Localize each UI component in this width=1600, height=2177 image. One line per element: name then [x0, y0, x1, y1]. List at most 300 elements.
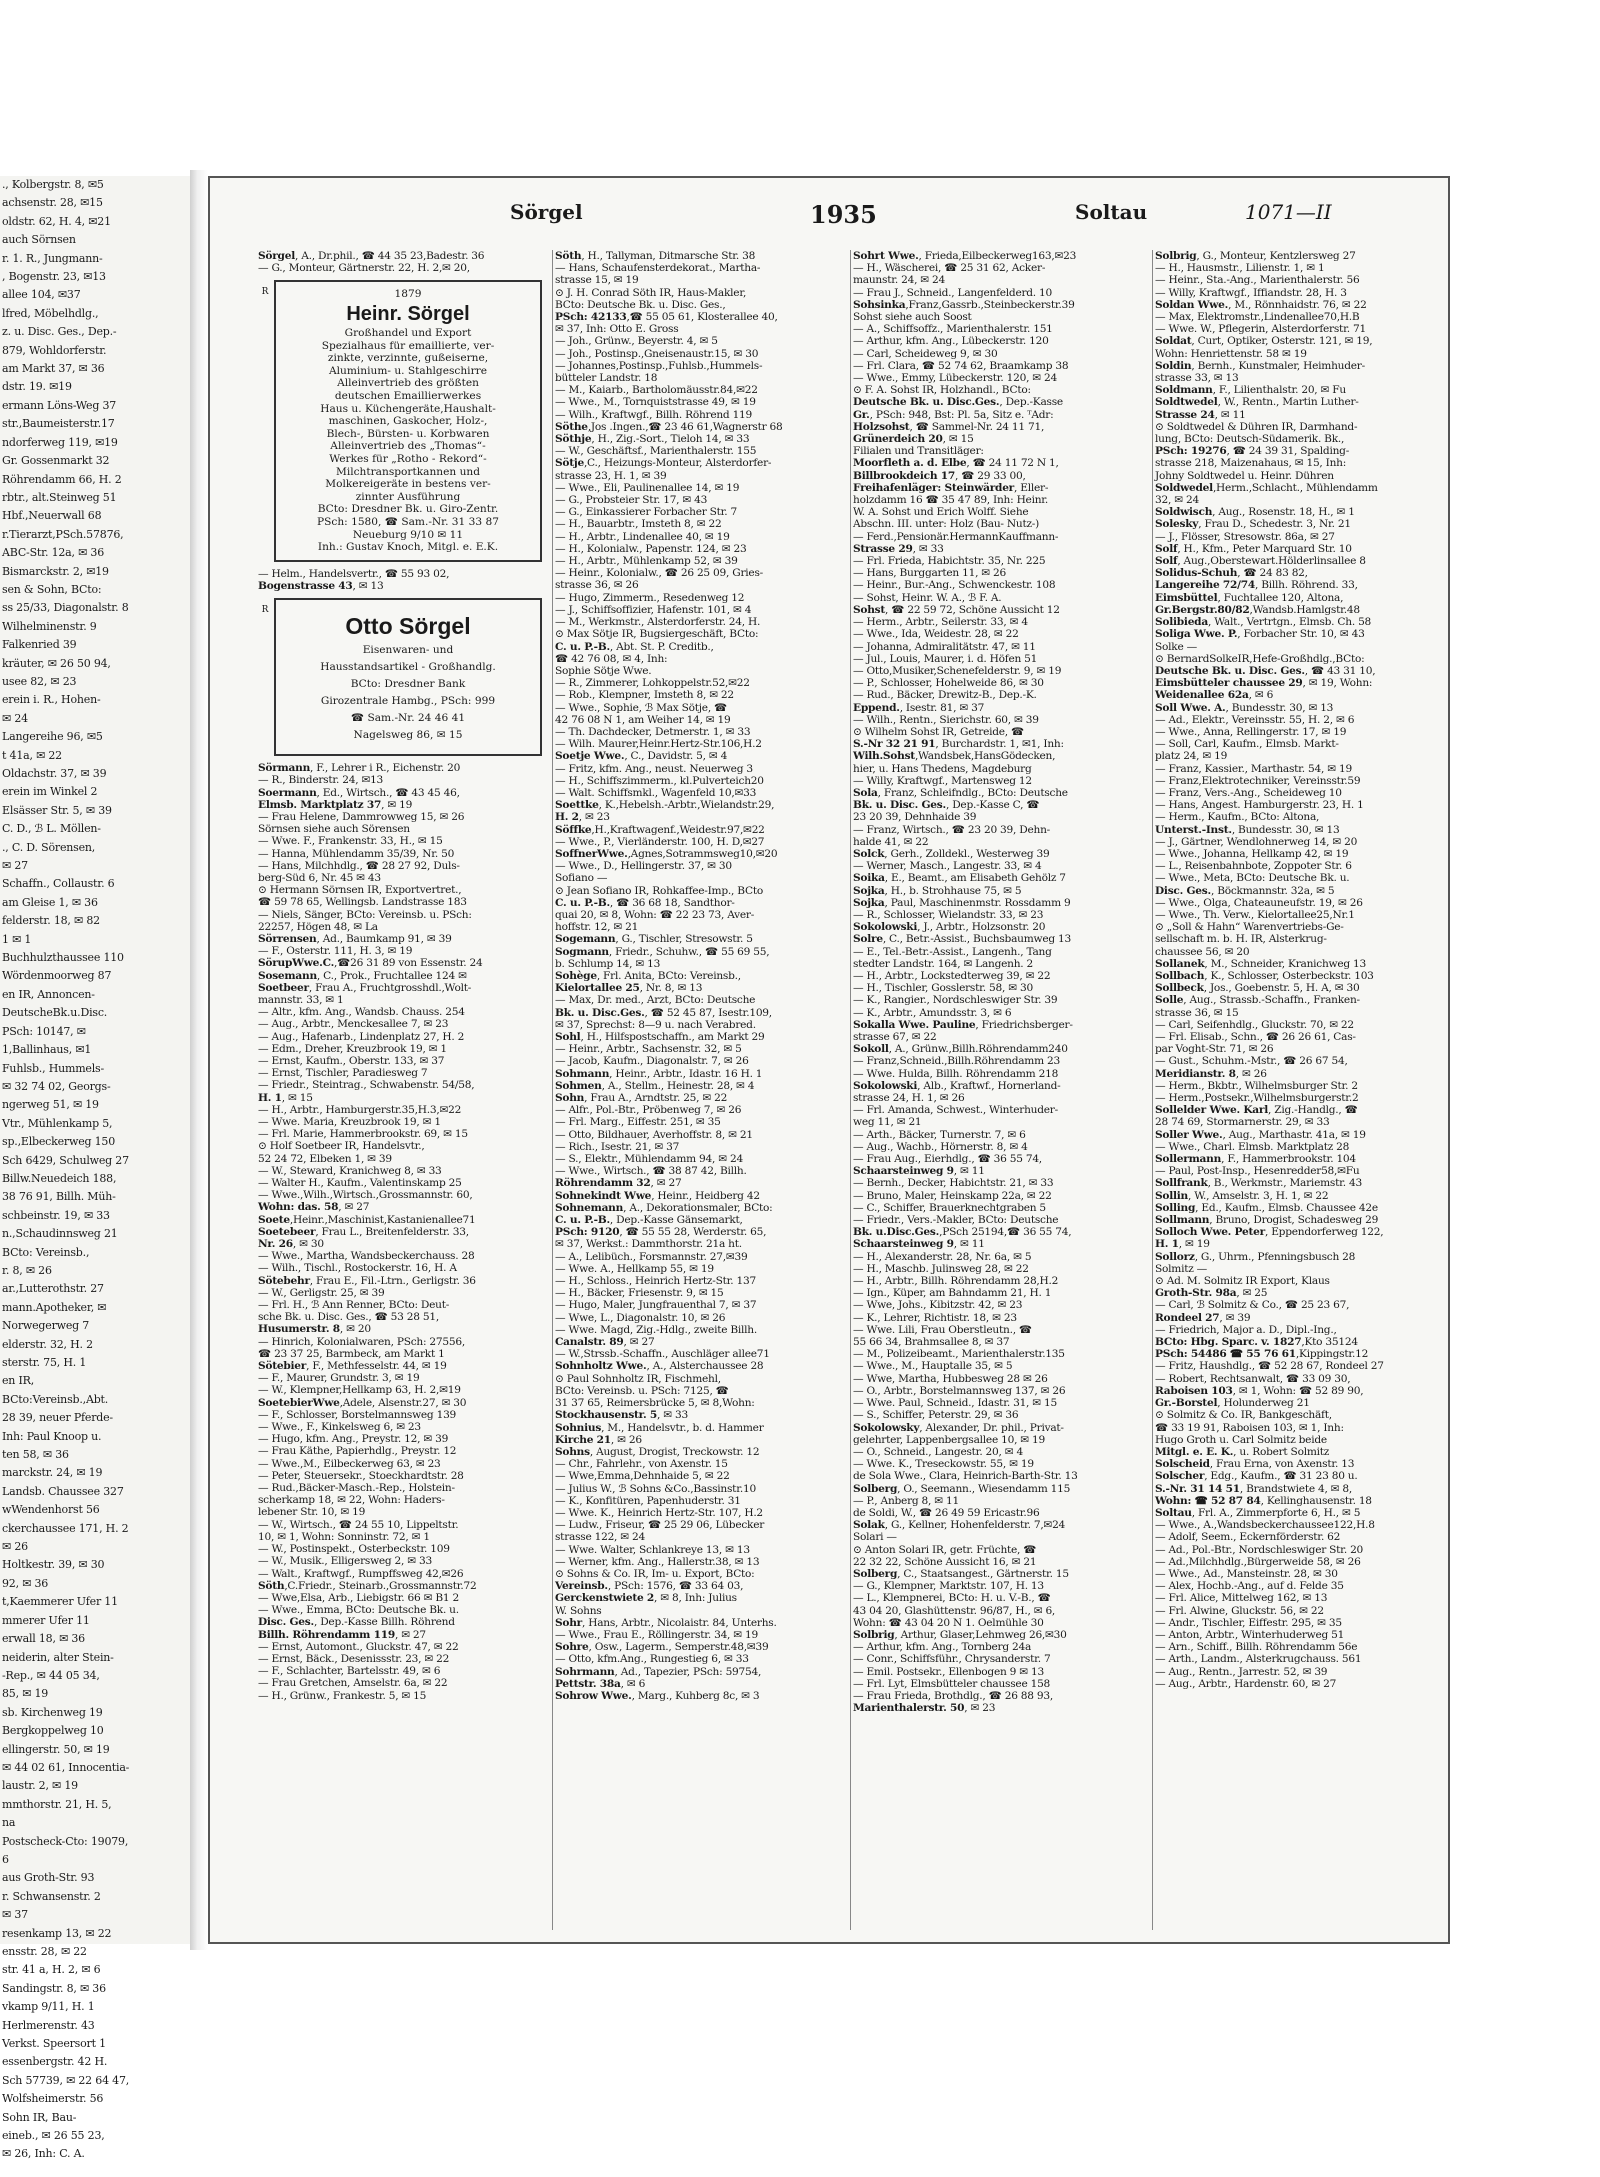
directory-entry: Sörrensen, Ad., Baumkamp 91, ✉ 39: [258, 932, 452, 945]
directory-entry: Sojka, Paul, Maschinenmstr. Rossdamm 9: [853, 896, 1071, 909]
directory-entry: b. Schlump 14, ✉ 13: [555, 957, 661, 970]
directory-entry: de Sola Wwe., Clara, Heinrich-Barth-Str. 13: [853, 1470, 1078, 1483]
directory-entry: Bk. u. Disc.Ges., ☎ 52 45 87, Isestr.109,: [555, 1006, 772, 1019]
directory-entry: Röhrendamm 32, ✉ 27: [555, 1177, 682, 1190]
directory-entry: — Wwe. F., Frankenstr. 33, H., ✉ 15: [258, 835, 443, 848]
directory-entry: — Rich., Isestr. 21, ✉ 37: [555, 1140, 680, 1153]
directory-entry: Strasse 24, ✉ 11: [1155, 408, 1246, 421]
ad-text-line: maschinen, Gaskocher, Holz-,: [328, 415, 488, 428]
directory-entry: ⊙ Wilhelm Sohst IR, Getreide, ☎: [853, 725, 1024, 738]
directory-entry: — Arthur, kfm. Ang., Tornberg 24a: [853, 1641, 1032, 1654]
header-last-name: Soltau: [1075, 200, 1148, 224]
directory-entry: Langereihe 72/74, Billh. Röhrend. 33,: [1155, 579, 1358, 592]
directory-entry: Sokalla Wwe. Pauline, Friedrichsberger-: [853, 1018, 1073, 1031]
directory-entry: Deutsche Bk. u. Disc.Ges., Dep.-Kasse: [853, 396, 1063, 409]
directory-entry: sche Bk. u. Disc. Ges., ☎ 53 28 51,: [258, 1311, 439, 1324]
directory-entry: — K., Arbtr., Amundsstr. 3, ✉ 6: [853, 1006, 1012, 1019]
directory-entry: gelehrter, Lappenbergsallee 10, ✉ 19: [853, 1433, 1046, 1446]
ad-text-line: Milchtransportkannen und: [335, 465, 481, 478]
directory-entry: Husumerstr. 8, ✉ 20: [258, 1323, 371, 1336]
previous-page-line: elderstr. 32, H. 2: [2, 1337, 93, 1351]
directory-entry: — Aug., Wachb., Hörnerstr. 8, ✉ 4: [853, 1140, 1028, 1153]
directory-entry: — Walt., Kraftwgf., Rumpffsweg 42,✉26: [258, 1567, 464, 1580]
ad-text-line: Werkes für „Rotho - Rekord“-: [329, 452, 487, 465]
previous-page-line: 85, ✉ 19: [2, 1687, 49, 1701]
previous-page-line: C. D., ℬ L. Möllen-: [2, 822, 101, 836]
directory-entry: — Fritz, Haushdlg., ☎ 52 28 67, Rondeel 27: [1155, 1360, 1384, 1373]
directory-entry: Gr.-Borstel, Holunderweg 21: [1155, 1397, 1310, 1410]
directory-entry: halde 41, ✉ 22: [853, 835, 929, 848]
previous-page-line: r. 8, ✉ 26: [2, 1263, 52, 1277]
directory-entry: Marienthalerstr. 50, ✉ 23: [853, 1702, 996, 1715]
directory-entry: — P., Anberg 8, ✉ 11: [853, 1494, 959, 1507]
ad-text-line: ☎ Sam.-Nr. 24 46 41: [350, 712, 466, 725]
directory-entry: — C., Schiffer, Brauerknechtgraben 5: [853, 1201, 1046, 1214]
directory-entry: Eimsbüttel, Fuchtallee 120, Altona,: [1155, 591, 1344, 604]
header-page-number: 1071—II: [1245, 200, 1332, 224]
directory-entry: — H., Wäscherei, ☎ 25 31 62, Acker-: [853, 262, 1046, 275]
directory-entry: ⊙ BernardSolkeIR,Hefe-Großhdlg.,BCto:: [1155, 652, 1365, 665]
previous-page-line: erein i. R., Hohen-: [2, 693, 101, 707]
directory-entry: — Ign., Küper, am Bahndamm 21, H. 1: [853, 1287, 1052, 1300]
previous-page-line: -Rep., ✉ 44 05 34,: [2, 1668, 100, 1682]
directory-entry: — Ludw., Friseur, ☎ 25 29 06, Lübecker: [555, 1519, 765, 1532]
previous-page-line: r. 1. R., Jungmann-: [2, 251, 103, 265]
previous-page-line: en IR,: [2, 1374, 35, 1388]
directory-entry: Moorfleth a. d. Elbe, ☎ 24 11 72 N 1,: [853, 457, 1059, 470]
previous-page-line: 879, Wohldorferstr.: [2, 343, 107, 357]
directory-entry: Soldan Wwe., M., Rönnhaidstr. 76, ✉ 22: [1155, 298, 1367, 311]
previous-page-line: erwall 18, ✉ 36: [2, 1632, 85, 1646]
directory-entry: 22 32 22, Schöne Aussicht 16, ✉ 21: [853, 1555, 1037, 1568]
column-2: [552, 250, 837, 1930]
directory-entry: — J., Schiffsoffizier, Hafenstr. 101, ✉ 4: [555, 603, 752, 616]
directory-entry: Sollelder Wwe. Karl, Zig.-Handlg., ☎: [1155, 1104, 1358, 1117]
previous-page-line: 6: [2, 1852, 9, 1866]
directory-entry: BCto: Hbg. Sparc. v. 1827,Kto 35124: [1155, 1336, 1358, 1349]
advertisement-heinr-soergel: [261, 280, 542, 561]
directory-entry: — Willy, Kraftwgf., Martensweg 12: [853, 774, 1032, 787]
directory-entry: Soller Wwe., Aug., Marthastr. 41a, ✉ 19: [1155, 1128, 1366, 1141]
ad-text-line: zinkte, verzinnte, gußeiserne,: [327, 352, 489, 365]
directory-entry: — Otto,Musiker,Schenefelderstr. 9, ✉ 19: [853, 664, 1062, 677]
directory-entry: — Hanna, Mühlendamm 35/39, Nr. 50: [258, 847, 455, 860]
previous-page-line: DeutscheBk.u.Disc.: [2, 1006, 108, 1020]
previous-page-line: vkamp 9/11, H. 1: [2, 2000, 95, 2014]
directory-entry: Rondeel 27, ✉ 39: [1155, 1311, 1251, 1324]
directory-entry: — Robert, Rechtsanwalt, ☎ 33 09 30,: [1155, 1372, 1351, 1385]
directory-entry: — Alfr., Pol.-Btr., Pröbenweg 7, ✉ 26: [555, 1104, 742, 1117]
previous-page-line: en IR, Annoncen-: [2, 987, 95, 1001]
directory-entry: — Emil. Postsekr., Ellenbogen 9 ✉ 13: [853, 1665, 1044, 1678]
directory-entry: — Herm., Bkbtr., Wilhelmsburger Str. 2: [1155, 1079, 1358, 1092]
directory-entry: 31 37 65, Reimersbrücke 5, ✉ 8,Wohn:: [555, 1397, 755, 1410]
directory-entry: — W., Geschäftsf., Marienthalerstr. 155: [555, 445, 757, 458]
directory-entry: — Frau Frieda, Brothdlg., ☎ 26 88 93,: [853, 1689, 1054, 1702]
directory-entry: — Aug., Hafenarb., Lindenplatz 27, H. 2: [258, 1030, 465, 1043]
previous-page-line: sb. Kirchenweg 19: [2, 1705, 103, 1719]
directory-entry: Mitgl. e. E. K., u. Robert Solmitz: [1155, 1445, 1330, 1458]
directory-entry: — Herm., Arbtr., Seilerstr. 33, ✉ 4: [853, 616, 1028, 629]
directory-entry: Unterst.-Inst., Bundesstr. 30, ✉ 13: [1155, 823, 1340, 836]
previous-page-line: Elsässer Str. 5, ✉ 39: [2, 803, 112, 817]
directory-entry: — Hans, Milchhdlg., ☎ 28 27 92, Duls-: [258, 859, 460, 872]
directory-entry: ☎ 33 19 91, Raboisen 103, ✉ 1, Inh:: [1155, 1421, 1344, 1434]
directory-entry: — Wwe, Martha, Hubbesweg 28 ✉ 26: [853, 1372, 1048, 1385]
directory-entry: Gerckenstwiete 2, ✉ 8, Inh: Julius: [555, 1592, 737, 1605]
directory-entry: Bogenstrasse 43, ✉ 13: [258, 579, 384, 592]
directory-entry: — Walter H., Kaufm., Valentinskamp 25: [258, 1177, 462, 1189]
entry-columns: [256, 250, 1442, 1930]
previous-page-line: Vtr., Mühlenkamp 5,: [2, 1116, 113, 1130]
previous-page-line: Bergkoppelweg 10: [2, 1724, 104, 1738]
directory-entry: ✉ 37, Werkst.: Dammthorstr. 21a ht.: [555, 1238, 742, 1251]
directory-entry: Groth-Str. 98a, ✉ 25: [1155, 1287, 1268, 1300]
directory-entry: Söthje, H., Zig.-Sort., Tieloh 14, ✉ 33: [555, 433, 750, 446]
directory-entry: — Wwe.,Wilh.,Wirtsch.,Grossmannstr. 60,: [258, 1189, 473, 1202]
previous-page-line: str.,Baumeisterstr.17: [2, 417, 115, 431]
previous-page-line: 28 39, neuer Pferde-: [2, 1411, 113, 1425]
directory-entry: — Frl. H., ℬ Ann Renner, BCto: Deut-: [258, 1299, 450, 1312]
previous-page-line: sterstr. 75, H. 1: [2, 1356, 87, 1369]
previous-page-line: z. u. Disc. Ges., Dep.-: [2, 325, 117, 339]
directory-entry: Söthe,Jos .Ingen.,☎ 23 46 61,Wagnerstr 68: [555, 420, 783, 433]
previous-page-line: 92, ✉ 36: [2, 1576, 49, 1590]
directory-entry: Holzsohst, ☎ Sammel-Nr. 24 11 71,: [853, 420, 1045, 433]
directory-entry: Sohège, Frl. Anita, BCto: Vereinsb.,: [555, 969, 741, 982]
directory-entry: — F., Schlosser, Borstelmannsweg 139: [258, 1408, 457, 1421]
directory-entry: — Helm., Handelsvertr., ☎ 55 93 02,: [258, 567, 450, 580]
directory-entry: Sötebehr, Frau E., Fil.-Ltrn., Gerligstr. 36: [258, 1274, 476, 1287]
directory-entry: — J., Flösser, Stresowstr. 86a, ✉ 27: [1155, 530, 1335, 543]
directory-entry: — Bruno, Maler, Heinskamp 22a, ✉ 22: [853, 1189, 1052, 1202]
previous-page-line: ndorferweg 119, ✉19: [2, 435, 118, 449]
directory-entry: — F., Osterstr. 111, H. 3, ✉ 19: [258, 945, 413, 958]
directory-entry: Schaarsteinweg 9, ✉ 11: [853, 1165, 985, 1178]
directory-entry: — Wwe, L., Diagonalstr. 10, ✉ 26: [555, 1311, 726, 1324]
directory-entry: — L., Reisenbahnbote, Zoppoter Str. 6: [1155, 860, 1352, 873]
directory-entry: — Carl, ℬ Solmitz & Co., ☎ 25 23 67,: [1155, 1299, 1350, 1312]
directory-entry: — Frau J., Schneid., Langenfelderd. 10: [853, 286, 1053, 299]
directory-entry: ⊙ Soldtwedel & Dühren IR, Darmhand-: [1155, 420, 1358, 433]
directory-entry: Solf, Aug.,Oberstewart.Hölderlinsallee 8: [1155, 555, 1366, 568]
directory-entry: Sohn, Frau A., Arndtstr. 25, ✉ 22: [555, 1092, 728, 1105]
directory-entry: Solke —: [1155, 640, 1197, 653]
directory-entry: strasse 33, ✉ 13: [1155, 372, 1239, 385]
directory-entry: Deutsche Bk. u. Disc. Ges., ☎ 43 31 10,: [1155, 664, 1376, 677]
directory-entry: Sohrt Wwe., Frieda,Eilbeckerweg163,✉23: [853, 250, 1077, 262]
previous-page-line: BCto: Vereinsb.,: [2, 1245, 90, 1259]
directory-entry: Solbrig, G., Monteur, Kentzlersweg 27: [1155, 250, 1356, 262]
directory-entry: — Wwe. Hulda, Billh. Röhrendamm 218: [853, 1067, 1059, 1080]
ad-text-line: Aluminium- u. Stahlgeschirre: [329, 364, 487, 377]
directory-entry: — Frl. Amanda, Schwest., Winterhuder-: [853, 1104, 1058, 1117]
directory-entry: — Frl. Clara, ☎ 52 74 62, Braamkamp 38: [853, 359, 1069, 372]
directory-entry: — Wwe., Ida, Weidestr. 28, ✉ 22: [853, 628, 1019, 641]
directory-entry: Sörgel, A., Dr.phil., ☎ 44 35 23,Badestr. 36: [258, 250, 485, 262]
directory-entry: — Wwe., Emma, BCto: Deutsche Bk. u.: [258, 1604, 459, 1617]
directory-entry: — Wwe. K., Heinrich Hertz-Str. 107, H.2: [555, 1506, 763, 1519]
directory-entry: — R., Binderstr. 24, ✉13: [258, 774, 384, 787]
directory-entry: ⊙ F. A. Sohst IR, Holzhandl., BCto:: [853, 384, 1031, 397]
previous-page-line: ar.,Lutterothstr. 27: [2, 1282, 104, 1296]
previous-page-line: Norwegerweg 7: [2, 1319, 90, 1333]
previous-page-line: ensstr. 28, ✉ 22: [2, 1945, 87, 1958]
directory-entry: — Hugo, kfm. Ang., Preystr. 12, ✉ 39: [258, 1433, 449, 1446]
directory-entry: Solloch Wwe. Peter, Eppendorferweg 122,: [1155, 1226, 1384, 1239]
directory-entry: — Aug., Arbtr., Menckesallee 7, ✉ 23: [258, 1018, 449, 1031]
directory-entry: Raboisen 103, ✉ 1, Wohn: ☎ 52 89 90,: [1155, 1384, 1364, 1397]
directory-entry: — W.,Strssb.-Schaffn., Auschläger allee71: [555, 1348, 770, 1361]
directory-entry: Sötje,C., Heizungs-Monteur, Alsterdorfer-: [555, 457, 772, 470]
directory-entry: — Wwe., Anna, Rellingerstr. 17, ✉ 19: [1155, 725, 1347, 738]
previous-page-line: sp.,Elbeckerweg 150: [2, 1135, 116, 1149]
directory-entry: — O., Arbtr., Borstelmannsweg 137, ✉ 26: [853, 1384, 1066, 1397]
directory-entry: 28 74 69, Stormarnerstr. 29, ✉ 33: [1155, 1116, 1330, 1129]
directory-entry: — Wwe., A.,Wandsbeckerchaussee122,H.8: [1155, 1519, 1375, 1532]
directory-entry: 22257, Högen 48, ✉ La: [258, 920, 378, 933]
ad-text-line: Neueburg 9/10 ✉ 11: [352, 528, 464, 541]
directory-entry: — Ernst, Tischler, Paradiesweg 7: [258, 1067, 428, 1080]
directory-entry: — S., Schiffer, Peterstr. 29, ✉ 36: [853, 1409, 1019, 1422]
directory-entry: Soll Wwe. A., Bundesstr. 30, ✉ 13: [1155, 701, 1334, 714]
directory-entry: — Werner, Masch., Langestr. 33, ✉ 4: [853, 860, 1042, 873]
previous-page-line: oldstr. 62, H. 4, ✉21: [2, 214, 111, 228]
directory-entry: — Frau Käthe, Papierhdlg., Preystr. 12: [258, 1445, 457, 1458]
directory-entry: strasse 36, ✉ 26: [555, 579, 639, 592]
directory-entry: — H., Hausmstr., Lilienstr. 1, ✉ 1: [1155, 262, 1325, 275]
directory-entry: Soetebeer, Frau L., Breitenfelderstr. 33,: [258, 1225, 469, 1238]
directory-entry: Söth, H., Tallyman, Ditmarsche Str. 38: [555, 250, 756, 262]
previous-page-line: ✉ 44 02 61, Innocentia-: [2, 1760, 130, 1774]
directory-entry: H. 1, ✉ 15: [258, 1091, 313, 1104]
directory-entry: — Chr., Fahrlehr., von Axenstr. 15: [555, 1458, 728, 1471]
directory-entry: Soltau, Frl. A., Zimmerpforte 6, H., ✉ 5: [1155, 1506, 1361, 1519]
directory-entry: Soldtwedel, W., Rentn., Martin Luther-: [1155, 396, 1359, 409]
directory-entry: C. u. P.-B., Dep.-Kasse Gänsemarkt,: [555, 1214, 743, 1227]
previous-page-line: marckstr. 24, ✉ 19: [2, 1466, 103, 1480]
directory-entry: Sogemann, G., Tischler, Stresowstr. 5: [555, 933, 753, 946]
directory-entry: Billbrookdeich 17, ☎ 29 33 00,: [853, 469, 1026, 482]
previous-page-line: rbtr., alt.Steinweg 51: [2, 490, 117, 504]
previous-page-line: essenbergstr. 42 H.: [2, 2055, 108, 2069]
previous-page-line: n.,Schaudinnsweg 21: [2, 1227, 118, 1241]
directory-entry: — Wwe., Wirtsch., ☎ 38 87 42, Billh.: [555, 1165, 747, 1178]
directory-entry: Pettstr. 38a, ✉ 6: [555, 1677, 646, 1690]
directory-entry: — Hugo, Maler, Jungfrauenthal 7, ✉ 37: [555, 1299, 757, 1312]
directory-entry: — Conr., Schiffsführ., Chrysanderstr. 7: [853, 1653, 1051, 1666]
directory-entry: — Ernst, Bäck., Desenissstr. 23, ✉ 22: [258, 1652, 450, 1665]
directory-entry: — Hans, Burggarten 11, ✉ 26: [853, 567, 1007, 580]
directory-entry: Sohst, ☎ 22 59 72, Schöne Aussicht 12: [853, 603, 1060, 616]
previous-page-line: ✉ 26: [2, 1540, 28, 1554]
directory-entry: Soldwisch, Aug., Rosenstr. 18, H., ✉ 1: [1155, 506, 1355, 519]
directory-entry: bütteler Landstr. 18: [555, 372, 658, 385]
ad-text-line: Nagelsweg 86, ✉ 15: [353, 729, 463, 742]
directory-entry: Kielortallee 25, Nr. 8, ✉ 13: [555, 982, 703, 995]
directory-entry: PSch: 9120, ☎ 55 55 28, Werderstr. 65,: [555, 1226, 767, 1239]
directory-entry: — Walt. Schiffsmkl., Wagenfeld 10,✉33: [555, 786, 757, 799]
directory-entry: — Wilh., Rentn., Sierichstr. 60, ✉ 39: [853, 713, 1039, 726]
previous-page-line: Inh: Paul Knoop u.: [2, 1429, 102, 1443]
directory-entry: — Fritz, kfm. Ang., neust. Neuerweg 3: [555, 762, 753, 775]
directory-entry: — Frl. Alice, Mittelweg 162, ✉ 13: [1155, 1592, 1328, 1605]
directory-entry: — Wwe., M., Hauptalle 35, ✉ 5: [853, 1360, 1013, 1373]
previous-page-line: ermann Löns-Weg 37: [2, 398, 117, 412]
directory-entry: platz 24, ✉ 19: [1155, 750, 1228, 763]
directory-entry: — Heinr., Sta.-Ang., Marienthalerstr. 56: [1155, 274, 1360, 287]
directory-entry: — Heinr., Arbtr., Sachsenstr. 32, ✉ 5: [555, 1043, 742, 1056]
directory-entry: — J., Gärtner, Wendlohnerweg 14, ✉ 20: [1155, 835, 1358, 848]
directory-entry: Schaarsteinweg 9, ✉ 11: [853, 1238, 985, 1251]
directory-entry: — M., Kaiarb., Bartholomäusstr.84,✉22: [555, 384, 758, 397]
directory-entry: — Aug., Rentn., Jarrestr. 52, ✉ 39: [1155, 1665, 1328, 1678]
ad-text-line: Blech-, Bürsten- u. Korbwaren: [326, 427, 490, 440]
directory-entry: Sohrow Wwe., Marg., Kuhberg 8c, ✉ 3: [555, 1689, 760, 1702]
directory-entry: — Hans, Schaufensterdekorat., Martha-: [555, 262, 761, 275]
directory-entry: — Frl. Elisab., Schn., ☎ 26 26 61, Cas-: [1155, 1031, 1356, 1043]
directory-entry: — Ad., Pol.-Btr., Nordschleswiger Str. 20: [1155, 1543, 1364, 1556]
previous-page-line: ellingerstr. 50, ✉ 19: [2, 1742, 110, 1756]
directory-entry: — Wwe., F., Kinkelsweg 6, ✉ 23: [258, 1421, 421, 1434]
directory-entry: — Carl, Seifenhdlg., Gluckstr. 70, ✉ 22: [1155, 1018, 1354, 1031]
directory-entry: — H., Maschb. Julinsweg 28, ✉ 22: [853, 1262, 1029, 1275]
directory-entry: Vereinsb., PSch: 1576, ☎ 33 64 03,: [555, 1580, 744, 1593]
directory-entry: — Wwe., M., Tornquiststrasse 49, ✉ 19: [555, 396, 756, 409]
previous-page-strip: [0, 176, 193, 2161]
directory-entry: — Frl. Frieda, Habichtstr. 35, Nr. 225: [853, 555, 1046, 568]
directory-entry: — H., Arbtr., Lindenallee 40, ✉ 19: [555, 530, 730, 543]
previous-page-line: Sch 6429, Schulweg 27: [2, 1153, 129, 1167]
directory-entry: — P., Schlosser, Hohelweide 86, ✉ 30: [853, 677, 1044, 690]
directory-entry: Sollanek, M., Schneider, Kranichweg 13: [1155, 957, 1367, 970]
header-year: 1935: [810, 200, 877, 229]
directory-entry: — H., Arbtr., Lockstedterweg 39, ✉ 22: [853, 969, 1051, 982]
column-1: [256, 250, 546, 1930]
directory-entry: Solf, H., Kfm., Peter Marquard Str. 10: [1155, 542, 1352, 555]
directory-entry: Sokolowsky, Alexander, Dr. phil., Privat-: [853, 1421, 1064, 1434]
ad-text-line: BCto: Dresdner Bank: [350, 678, 466, 691]
directory-entry: Sohl, H., Hilfspostschaffn., am Markt 29: [555, 1031, 765, 1043]
directory-entry: — Jul., Louis, Maurer, i. d. Höfen 51: [853, 652, 1038, 665]
directory-entry: Sollbach, K., Schlosser, Osterbeckstr. 103: [1155, 969, 1374, 982]
directory-entry: — Peter, Steuersekr., Stoeckhardtstr. 28: [258, 1469, 464, 1482]
directory-entry: Söffke,H.,Kraftwagenf.,Weidestr.97,✉22: [555, 823, 765, 836]
directory-entry: strasse 218, Maizenahaus, ✉ 15, Inh:: [1155, 457, 1347, 470]
directory-entry: Freihafenläger: Steinwärder, Eller-: [853, 481, 1049, 494]
directory-entry: — Ernst, Kaufm., Oberstr. 133, ✉ 37: [258, 1054, 445, 1067]
directory-entry: Nr. 26, ✉ 30: [258, 1238, 324, 1251]
directory-entry: Sohst siehe auch Soost: [853, 311, 972, 324]
directory-entry: maunstr. 24, ✉ 24: [853, 274, 946, 287]
directory-entry: Soldwedel,Herm.,Schlacht., Mühlendamm: [1155, 481, 1378, 494]
directory-entry: Sörnsen siehe auch Sörensen: [258, 823, 410, 836]
directory-entry: — Sohst, Heinr. W. A., ℬ F. A.: [853, 591, 1002, 604]
ad-text-line: Alleinvertrieb des „Thomas“-: [330, 440, 486, 453]
directory-entry: — Hinrich, Kolonialwaren, PSch: 27556,: [258, 1335, 465, 1348]
previous-page-line: Wilhelminenstr. 9: [2, 619, 97, 633]
directory-entry: — H., Kolonialw., Papenstr. 124, ✉ 23: [555, 542, 747, 555]
directory-entry: — F., Schlachter, Bartelsstr. 49, ✉ 6: [258, 1665, 441, 1678]
previous-page-line: lfred, Möbelhdlg.,: [2, 306, 99, 320]
directory-entry: — S., Elektr., Mühlendamm 94, ✉ 24: [555, 1153, 743, 1166]
directory-entry: Kirche 21, ✉ 26: [555, 1433, 642, 1446]
directory-entry: — Frl. Alwine, Gluckstr. 56, ✉ 22: [1155, 1604, 1324, 1617]
ad-text-line: PSch: 1580, ☎ Sam.-Nr. 31 33 87: [317, 515, 499, 528]
previous-page-line: Sandingstr. 8, ✉ 36: [2, 1981, 106, 1995]
previous-page-line: erein im Winkel 2: [2, 785, 98, 799]
directory-entry: — W., Steward, Kranichweg 8, ✉ 33: [258, 1164, 442, 1177]
header-first-name: Sörgel: [510, 200, 583, 224]
previous-page-line: Hbf.,Neuerwall 68: [2, 509, 102, 523]
previous-page-line: t,Kaemmerer Ufer 11: [2, 1595, 118, 1609]
ad-text-line: deutschen Emaillierwerkes: [334, 389, 482, 402]
previous-page-line: r.Tierarzt,PSch.57876,: [2, 527, 124, 541]
directory-entry: — Wwe., Eli, Paulinenallee 14, ✉ 19: [555, 481, 740, 494]
directory-entry: lebener Str. 10, ✉ 19: [258, 1506, 366, 1519]
directory-entry: — A., Schiffsoffz., Marienthalerstr. 151: [853, 323, 1053, 336]
directory-entry: ⊙ Solmitz & Co. IR, Bankgeschäft,: [1155, 1409, 1332, 1422]
directory-entry: — W., Wirtsch., ☎ 24 55 10, Lippeltstr.: [258, 1518, 459, 1531]
directory-entry: — Joh., Grünw., Beyerstr. 4, ✉ 5: [555, 335, 718, 348]
directory-entry: — Anton, Arbtr., Winterhuderweg 51: [1155, 1628, 1345, 1641]
directory-entry: — Hugo, Zimmerm., Resedenweg 12: [555, 591, 745, 604]
previous-page-line: ., C. D. Sörensen,: [2, 840, 96, 854]
directory-entry: Solibieda, Walt., Vertrtgn., Elmsb. Ch. 58: [1155, 616, 1372, 629]
previous-page-line: sen & Sohn, BCto:: [2, 582, 102, 596]
directory-entry: — Willy, Kraftwgf., Iffiandstr. 28, H. 3: [1155, 286, 1347, 299]
directory-entry: ⊙ J. H. Conrad Söth IR, Haus-Makler,: [555, 286, 747, 299]
directory-entry: Wohn: ☎ 52 87 84, Kellinghausenstr. 18: [1155, 1494, 1372, 1507]
ad-text-line: Spezialhaus für emaillierte, ver-: [321, 339, 495, 352]
directory-entry: C. u. P.-B., Abt. St. P. Creditb.,: [555, 640, 714, 653]
directory-entry: — Wwe. Paul, Schneid., Idastr. 31, ✉ 15: [853, 1397, 1058, 1410]
previous-page-line: ss 25/33, Diagonalstr. 8: [2, 601, 129, 615]
directory-entry: Solari —: [853, 1531, 897, 1544]
directory-entry: H. 2, ✉ 23: [555, 811, 610, 824]
directory-entry: SoetebierWwe,Adele, Alsenstr.27, ✉ 30: [258, 1396, 467, 1409]
previous-page-line: Gr. Gossenmarkt 32: [2, 454, 110, 468]
directory-entry: Solscheid, Frau Erna, von Axenstr. 13: [1155, 1458, 1355, 1471]
directory-page: [208, 176, 1450, 1944]
directory-entry: — H., Alexanderstr. 28, Nr. 6a, ✉ 5: [853, 1250, 1032, 1263]
previous-page-line: Bismarckstr. 2, ✉19: [2, 564, 109, 578]
previous-page-line: na: [2, 1816, 16, 1830]
directory-entry: — Frau Helene, Dammrowweg 15, ✉ 26: [258, 810, 465, 823]
directory-entry: Hugo Groth u. Carl Solmitz beide: [1155, 1433, 1327, 1446]
directory-entry: Soetbeer, Frau A., Fruchtgrosshdl.,Wolt-: [258, 981, 472, 994]
directory-entry: — Wwe, Johs., Kibitzstr. 42, ✉ 23: [853, 1299, 1023, 1312]
directory-entry: Soldmann, F., Lilienthalstr. 20, ✉ Fu: [1155, 384, 1346, 397]
directory-entry: stedter Landstr. 164, ✉ Langenh. 2: [853, 957, 1034, 970]
directory-entry: — Werner, kfm. Ang., Hallerstr.38, ✉ 13: [555, 1555, 760, 1568]
previous-page-line: Sohn IR, Bau-: [2, 2110, 77, 2124]
directory-entry: Disc. Ges., Böckmannstr. 32a, ✉ 5: [1155, 884, 1335, 897]
directory-entry: Soldin, Bernh., Kunstmaler, Heimhuder-: [1155, 359, 1365, 372]
directory-entry: — Wwe., Olga, Chateauneufstr. 19, ✉ 26: [1155, 896, 1363, 909]
previous-page-line: Falkenried 39: [2, 638, 77, 652]
directory-entry: — Wwe., D., Hellingerstr. 37, ✉ 30: [555, 860, 732, 873]
directory-entry: — R., Zimmerer, Lohkoppelstr.52,✉22: [555, 677, 750, 690]
directory-entry: Solck, Gerh., Zolldekl., Westerweg 39: [853, 847, 1050, 860]
previous-page-line: 1,Ballinhaus, ✉1: [2, 1043, 92, 1057]
directory-entry: — Franz,Schneid.,Billh.Röhrendamm 23: [853, 1055, 1060, 1068]
directory-entry: Sohnholtz Wwe., A., Alsterchaussee 28: [555, 1360, 764, 1373]
directory-entry: Sofiano —: [555, 872, 608, 885]
directory-entry: Sollin, W., Amselstr. 3, H. 1, ✉ 22: [1155, 1189, 1329, 1202]
directory-entry: — G., Einkassierer Forbacher Str. 7: [555, 506, 738, 519]
directory-entry: Solmitz —: [1155, 1262, 1208, 1275]
